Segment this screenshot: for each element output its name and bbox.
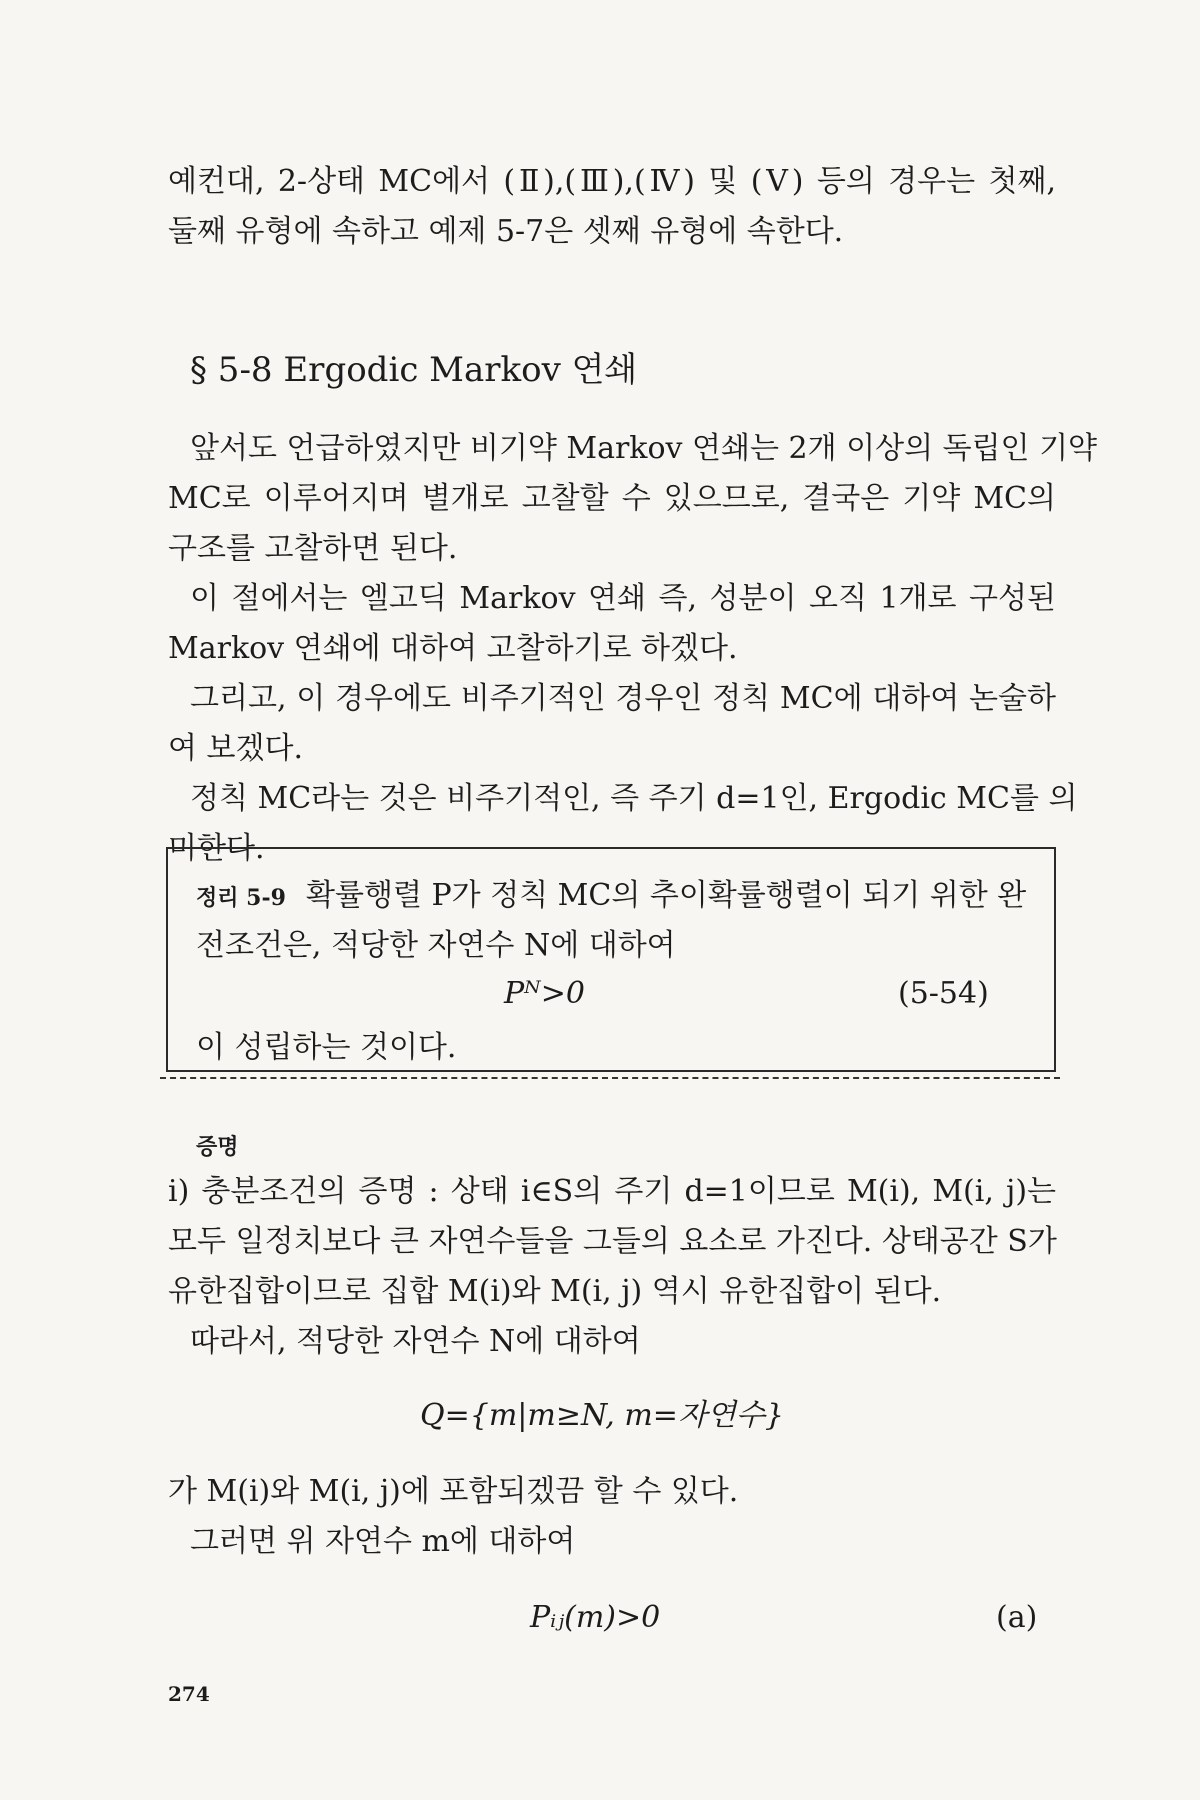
proof-equation-p: Pᵢⱼ(m)>0 (530, 1600, 661, 1635)
body-p2-line-1: 이 절에서는 엘고딕 Markov 연쇄 즉, 성분이 오직 1개로 구성된 (190, 581, 1056, 616)
theorem-box-dashed-rule (160, 1077, 1060, 1079)
theorem-equation-number: (5-54) (898, 976, 989, 1011)
proof-equation-label: (a) (996, 1600, 1038, 1635)
body-p4-line-1: 정칙 MC라는 것은 비주기적인, 즉 주기 d=1인, Ergodic MC를 의 (190, 781, 1078, 816)
body-p3-line-1: 그리고, 이 경우에도 비주기적인 경우인 정칙 MC에 대하여 논술하 (190, 681, 1056, 716)
body-p1-line-2: MC로 이루어지며 별개로 고찰할 수 있으므로, 결국은 기약 MC의 (168, 481, 1056, 516)
theorem-equation: Pᴺ>0 (504, 976, 585, 1011)
proof-line-2: 모두 일정치보다 큰 자연수들을 그들의 요소로 가진다. 상태공간 S가 (168, 1224, 1057, 1259)
theorem-label: 정리 5-9 (196, 885, 286, 911)
intro-line-1: 예컨대, 2-상태 MC에서 (Ⅱ),(Ⅲ),(Ⅳ) 및 (Ⅴ) 등의 경우는 첫째, (168, 164, 1056, 199)
proof-label: 증명 (196, 1134, 239, 1160)
proof-line-4: 따라서, 적당한 자연수 N에 대하여 (190, 1324, 641, 1359)
body-p2-line-2: Markov 연쇄에 대하여 고찰하기로 하겠다. (168, 631, 738, 666)
theorem-line-3: 이 성립하는 것이다. (196, 1030, 457, 1065)
theorem-line-2: 전조건은, 적당한 자연수 N에 대하여 (196, 928, 676, 963)
proof-line-6: 그러면 위 자연수 m에 대하여 (190, 1524, 576, 1559)
proof-line-1: i) 충분조건의 증명 : 상태 i∈S의 주기 d=1이므로 M(i), M(i, j)는 (168, 1174, 1056, 1209)
body-p4-line-2: 미한다. (168, 831, 265, 866)
body-p3-line-2: 여 보겠다. (168, 731, 303, 766)
intro-line-2: 둘째 유형에 속하고 예제 5-7은 셋째 유형에 속한다. (168, 214, 844, 249)
proof-line-5: 가 M(i)와 M(i, j)에 포함되겠끔 할 수 있다. (168, 1474, 739, 1509)
body-p1-line-3: 구조를 고찰하면 된다. (168, 531, 458, 566)
theorem-line-1: 확률행렬 P가 정칙 MC의 추이확률행렬이 되기 위한 완 (306, 878, 1027, 913)
page-number: 274 (168, 1682, 210, 1706)
proof-equation-q: Q={m|m≥N, m=자연수} (420, 1398, 784, 1433)
proof-line-3: 유한집합이므로 집합 M(i)와 M(i, j) 역시 유한집합이 된다. (168, 1274, 942, 1309)
section-heading: § 5-8 Ergodic Markov 연쇄 (190, 350, 638, 390)
body-p1-line-1: 앞서도 언급하였지만 비기약 Markov 연쇄는 2개 이상의 독립인 기약 (190, 431, 1098, 466)
